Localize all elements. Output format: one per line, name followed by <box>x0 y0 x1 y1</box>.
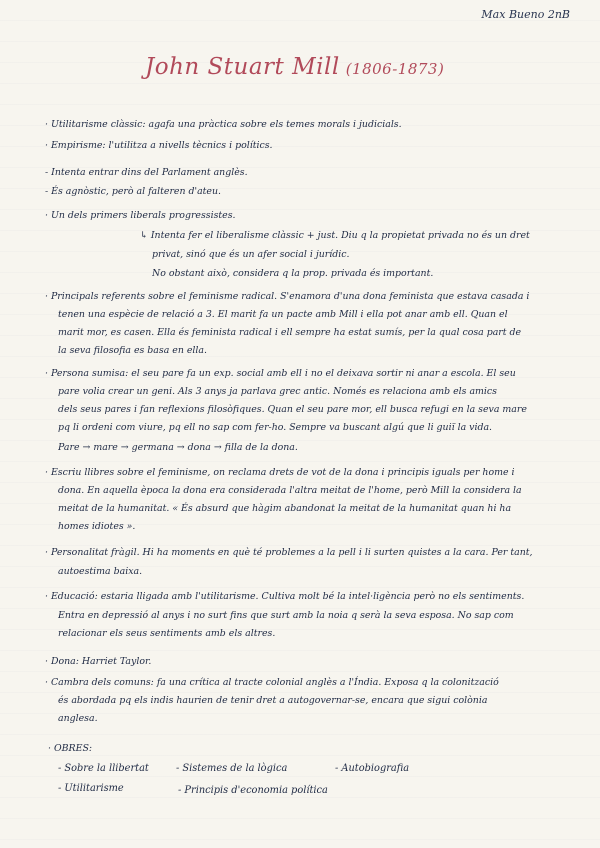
note-line: és abordada pq els indis haurien de tenir dret a autogovernar-se, encara que sigui colònia <box>58 695 488 706</box>
note-line: Entra en depressió al anys i no surt fins que surt amb la noia q serà la seva esposa. No sap com <box>58 610 514 621</box>
author-label: Max Bueno 2nB <box>481 8 570 21</box>
work-item: - Principis d'economia política <box>178 785 328 796</box>
note-line: tenen una espècie de relació a 3. El marit fa un pacte amb Mill i ella pot anar amb ell. Quan el <box>58 309 508 320</box>
note-line: · Empirisme: l'utilitza a nivells tècnics i polítics. <box>45 140 273 151</box>
note-line: pq li ordeni com viure, pq ell no sap com fer-ho. Sempre va buscant algú que li guiï la vida. <box>58 422 493 433</box>
work-item: - Autobiografia <box>335 763 410 774</box>
note-line: pare volia crear un geni. Als 3 anys ja parlava grec antic. Només es relaciona amb els amics <box>58 386 497 397</box>
note-line: - Intenta entrar dins del Parlament anglès. <box>45 167 248 178</box>
note-line: dels seus pares i fan reflexions filosòfiques. Quan el seu pare mor, ell busca refugi en la seva mare <box>58 404 527 415</box>
work-item: - Sistemes de la lògica <box>176 763 288 774</box>
note-line: relacionar els seus sentiments amb els altres. <box>58 628 276 639</box>
work-item: - Utilitarisme <box>58 783 124 794</box>
note-line: · Cambra dels comuns: fa una crítica al tracte colonial anglès a l'Índia. Exposa q la colonització <box>45 677 499 688</box>
note-line: · Persona sumisa: el seu pare fa un exp. social amb ell i no el deixava sortir ni anar a escola. El seu <box>45 368 516 379</box>
title-years: (1806-1873) <box>345 60 445 78</box>
work-item: - Sobre la llibertat <box>58 763 149 774</box>
note-line: · Principals referents sobre el feminisme radical. S'enamora d'una dona feminista que estava casada i <box>45 291 530 302</box>
note-line: · Personalitat fràgil. Hi ha moments en què té problemes a la pell i li surten quistes a la cara. Per tant, <box>45 547 533 558</box>
note-line: · Educació: estaria lligada amb l'utilitarisme. Cultiva molt bé la intel·ligència però no els sentiments. <box>45 591 525 602</box>
note-line: la seva filosofia es basa en ella. <box>58 345 207 356</box>
note-line: · Dona: Harriet Taylor. <box>45 656 152 667</box>
note-line: dona. En aquella època la dona era considerada l'altra meitat de l'home, però Mill la considera la <box>58 485 522 496</box>
title-name: John Stuart Mill <box>145 54 340 80</box>
note-line: · Un dels primers liberals progressistes. <box>45 210 236 221</box>
note-line: anglesa. <box>58 713 98 724</box>
note-line: homes idiotes ». <box>58 521 136 532</box>
note-line: No obstant això, considera q la prop. privada és important. <box>152 268 434 279</box>
note-line: autoestima baixa. <box>58 566 143 577</box>
note-line: privat, sinó que és un afer social i jurídic. <box>152 249 350 260</box>
note-line: · Utilitarisme clàssic: agafa una pràctica sobre els temes morals i judicials. <box>45 119 402 130</box>
page-title <box>145 54 465 80</box>
note-line: ↳ Intenta fer el liberalisme clàssic + just. Diu q la propietat privada no és un dret <box>140 230 530 241</box>
note-line: · Escriu llibres sobre el feminisme, on reclama drets de vot de la dona i principis iguals per home i <box>45 467 515 478</box>
note-line: marit mor, es casen. Ella és feminista radical i ell sempre ha estat sumís, per la qual cosa part de <box>58 327 522 338</box>
note-line: Pare → mare → germana → dona → filla de la dona. <box>58 442 298 453</box>
works-heading: · OBRES: <box>48 743 93 754</box>
note-line: - És agnòstic, però al falteren d'ateu. <box>45 186 221 197</box>
note-line: meitat de la humanitat. « És absurd que hàgim abandonat la meitat de la humanitat quan hi ha <box>58 503 512 514</box>
